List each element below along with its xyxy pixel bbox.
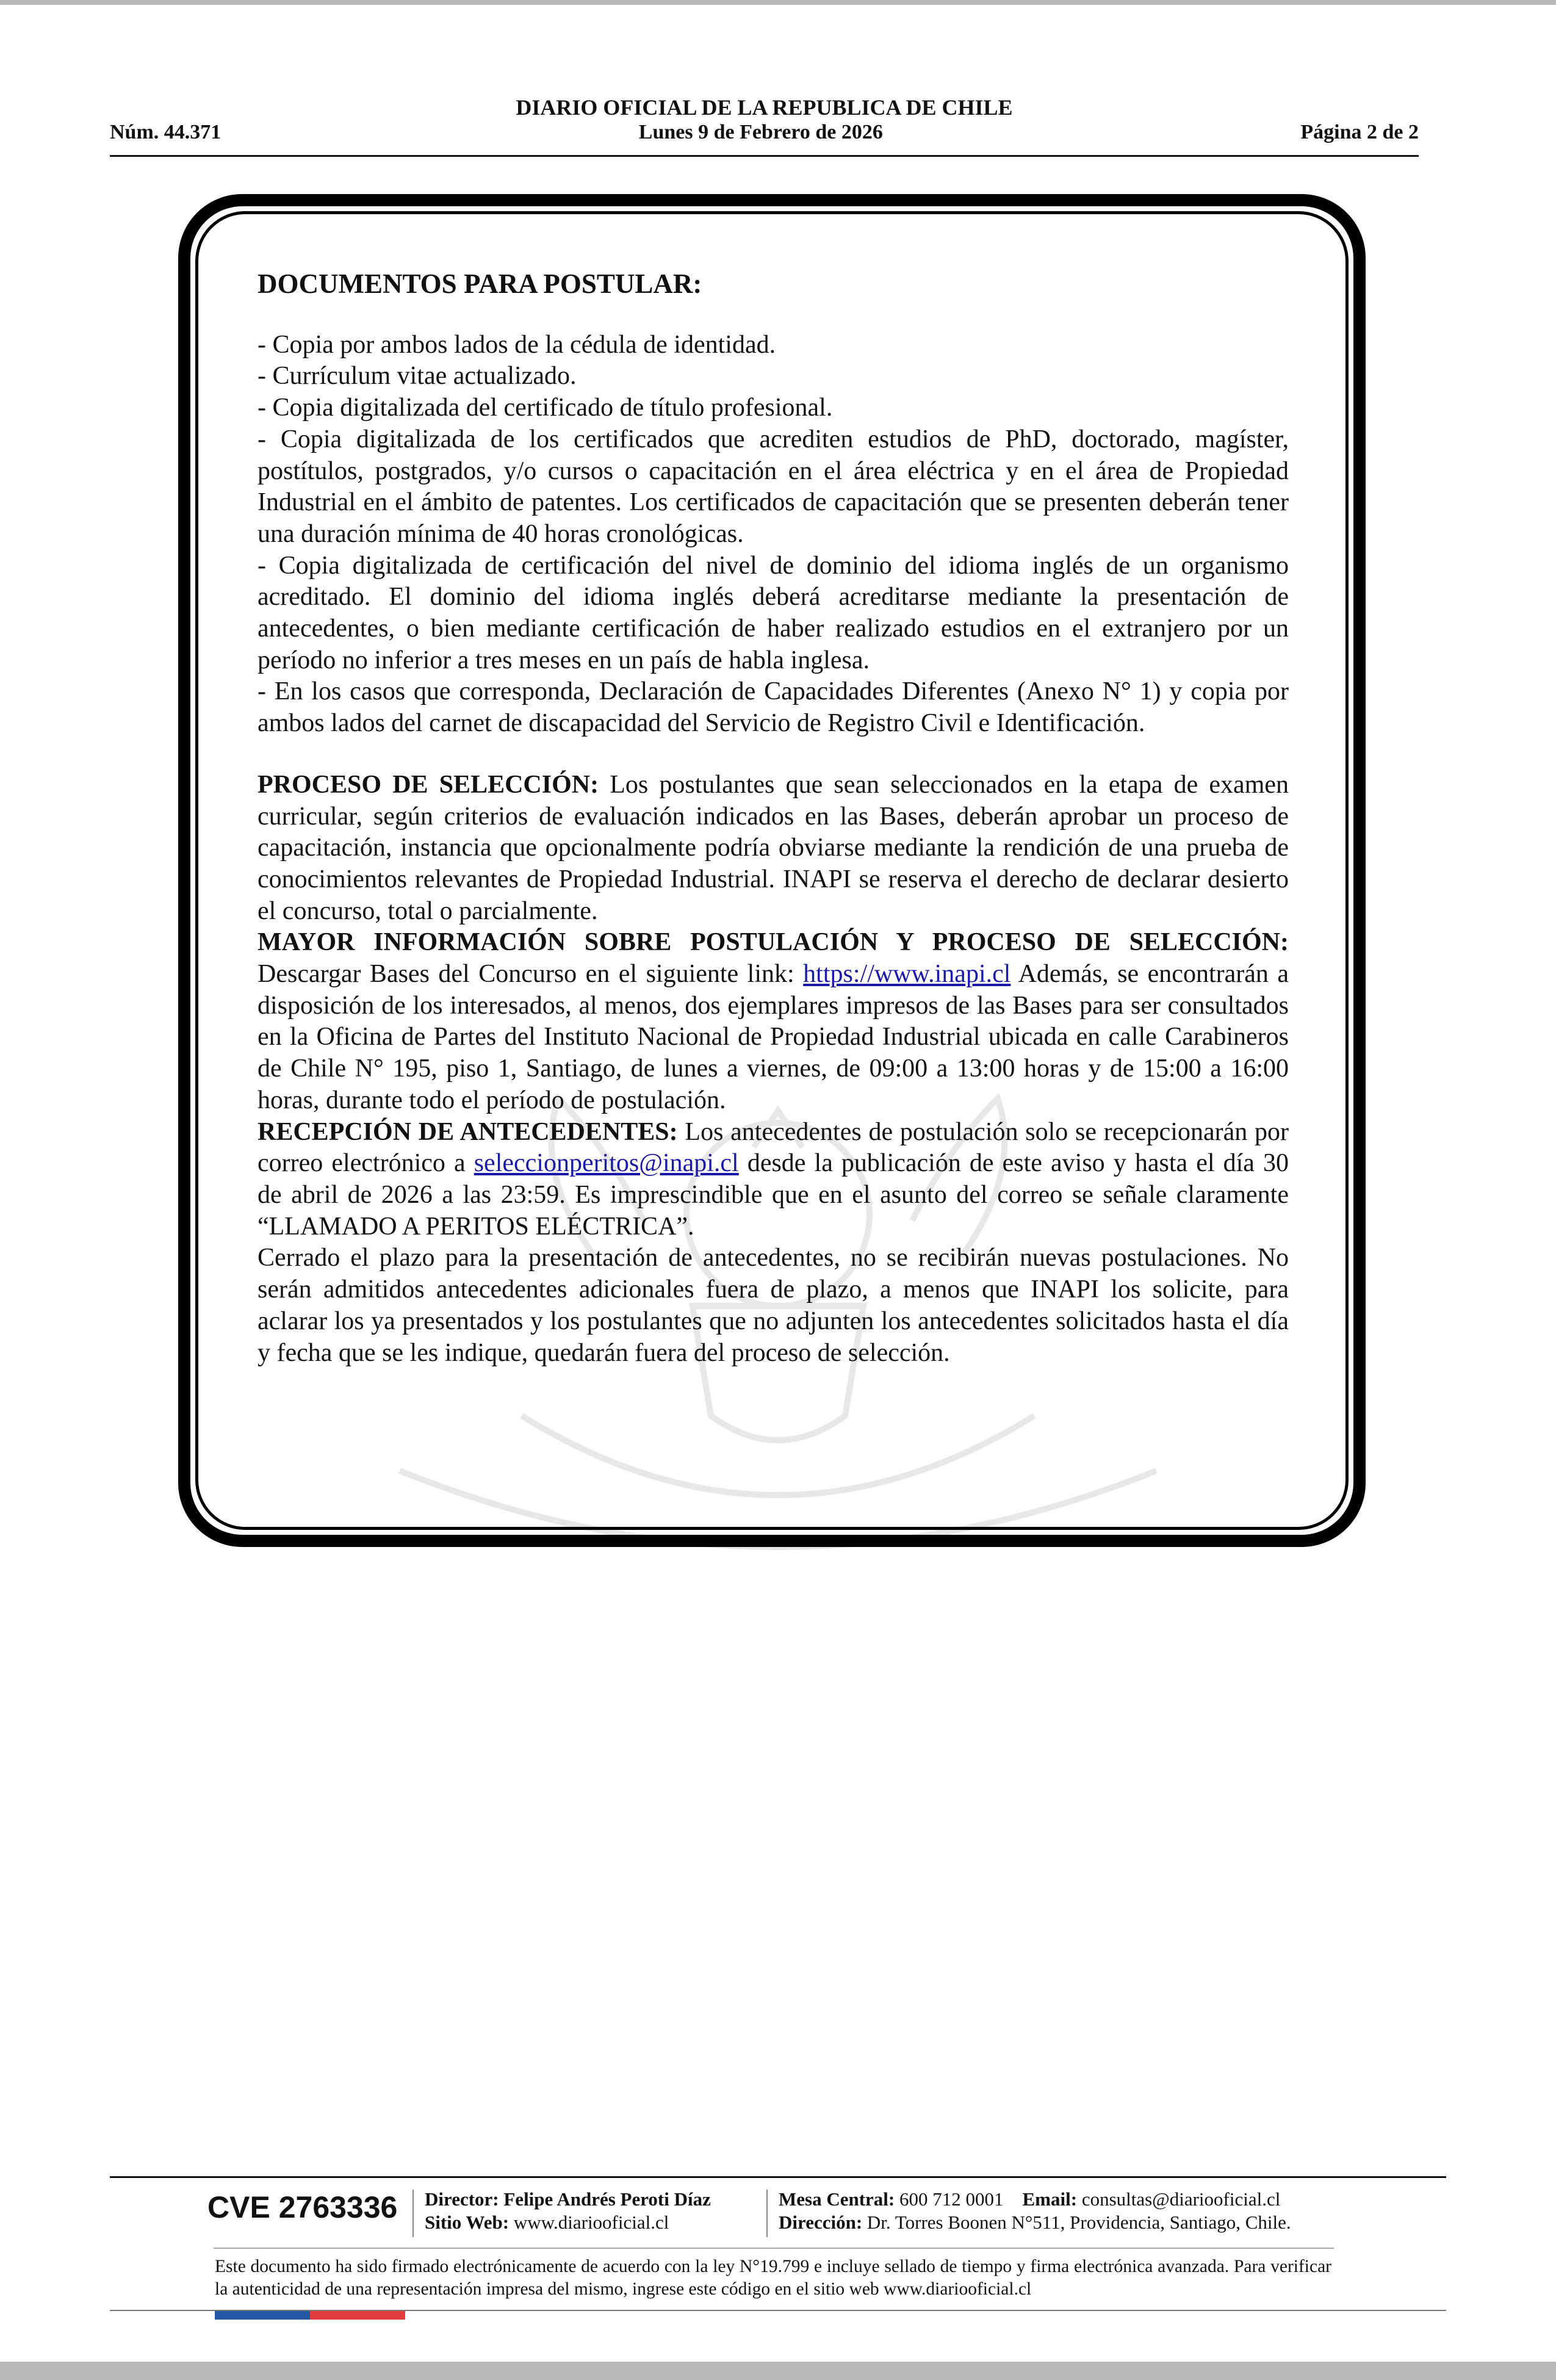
recepcion-text: Los antecedentes de postulación solo se recepcionarán por correo electrónico a bbox=[258, 1117, 1289, 1178]
seleccion-text: Los postulantes que sean seleccionados en la etapa de examen curricular, según criterios de evaluación indicados en las Bases, deberán aprobar un proceso de capacitación, instancia que opcionalmente podría obviarse mediante la rendición de una prueba de conocimientos relevantes de Propiedad Industrial. INAPI se reserva el derecho de declarar desierto el concurso, total o parcialmente. bbox=[258, 770, 1289, 925]
footer-director-block bbox=[425, 2188, 711, 2234]
director-value: Felipe Andrés Peroti Díaz bbox=[503, 2188, 711, 2210]
address-line bbox=[779, 2211, 1291, 2234]
documents-heading: DOCUMENTOS PARA POSTULAR: bbox=[258, 269, 702, 299]
footer-rule-top bbox=[110, 2176, 1446, 2178]
info-paragraph bbox=[258, 927, 1289, 1116]
cierre-paragraph: Cerrado el plazo para la presentación de antecedentes, no se recibirán nuevas postulaciones. No serán admitidos antecedentes adicionales fuera de plazo, a menos que INAPI los solicite, para aclarar los ya presentados y los postulantes que no adjunten los antecedentes solicitados hasta el día y fecha que se les indique, quedarán fuera del proceso de selección. bbox=[258, 1244, 1289, 1367]
direccion-value: Dr. Torres Boonen N°511, Providencia, Santiago, Chile. bbox=[866, 2212, 1291, 2233]
footer-contact-block bbox=[779, 2188, 1291, 2234]
bottom-band bbox=[0, 2362, 1556, 2380]
signature-note: Este documento ha sido firmado electrónicamente de acuerdo con la ley N°19.799 e incluye sellado de tiempo y firma electrónica avanzada. Para verificar la autenticidad de una representación impresa del mismo, ingrese este código en el sitio web www.diariooficial.cl bbox=[215, 2257, 1331, 2299]
footer-note-separator bbox=[214, 2248, 1334, 2249]
document-item: - Copia por ambos lados de la cédula de identidad. bbox=[258, 330, 776, 359]
footer-separator bbox=[766, 2190, 768, 2237]
document-item: - Copia digitalizada de los certificados que acrediten estudios de PhD, doctorado, magíster, postítulos, postgrados, y/o cursos o capacitación en el área eléctrica y en el área de Propiedad Industrial en el ámbito de patentes. Los certificados de capacitación que se presenten deberán tener una duración mínima de 40 horas cronológicas. bbox=[258, 425, 1289, 548]
document-item: - Copia digitalizada del certificado de título profesional. bbox=[258, 394, 833, 422]
info-text-continued: Además, se encontrarán a disposición de los interesados, al menos, dos ejemplares impresos de las Bases para ser consultados en la Oficina de Partes del Instituto Nacional de Propiedad Industrial ubicada en calle Carabineros de Chile N° 195, piso 1, Santiago, de lunes a viernes, de 09:00 a 13:00 horas y de 15:00 a 16:00 horas, durante todo el período de postulación. bbox=[258, 960, 1289, 1114]
email-label: Email: bbox=[1022, 2188, 1078, 2210]
issue-date: Lunes 9 de Febrero de 2026 bbox=[638, 121, 883, 143]
director-label: Director: bbox=[425, 2188, 499, 2210]
site-line bbox=[425, 2211, 711, 2234]
seleccion-label: PROCESO DE SELECCIÓN: bbox=[258, 770, 599, 799]
notice-content bbox=[258, 269, 1289, 1369]
flag-stripe-red bbox=[310, 2311, 405, 2320]
flag-stripe-blue bbox=[215, 2311, 310, 2320]
contact-line bbox=[779, 2188, 1291, 2211]
email-value: consultas@diariooficial.cl bbox=[1081, 2188, 1281, 2210]
footer-separator bbox=[412, 2190, 414, 2237]
info-label: MAYOR INFORMACIÓN SOBRE POSTULACIÓN Y PROCESO DE SELECCIÓN: bbox=[258, 928, 1289, 957]
paragraph-gap bbox=[258, 740, 1289, 770]
inapi-link[interactable]: https://www.inapi.cl bbox=[803, 960, 1011, 989]
recepcion-text-continued: desde la publicación de este aviso y hasta el día 30 de abril de 2026 a las 23:59. Es imprescindible que en el asunto del correo se señale claramente “LLAMADO A PERITOS ELÉCTRICA”. bbox=[258, 1149, 1289, 1241]
newspaper-title: DIARIO OFICIAL DE LA REPUBLICA DE CHILE bbox=[516, 95, 1013, 120]
header-row bbox=[110, 121, 1419, 144]
mesa-label: Mesa Central: bbox=[779, 2188, 895, 2210]
direccion-label: Dirección: bbox=[779, 2212, 863, 2233]
site-label: Sitio Web: bbox=[425, 2212, 510, 2233]
document-item: - Currículum vitae actualizado. bbox=[258, 362, 577, 391]
mesa-value: 600 712 0001 bbox=[899, 2188, 1004, 2210]
director-line bbox=[425, 2188, 711, 2211]
recepcion-label: RECEPCIÓN DE ANTECEDENTES: bbox=[258, 1117, 678, 1146]
document-item: - En los casos que corresponda, Declaración de Capacidades Diferentes (Anexo N° 1) y copia por ambos lados del carnet de discapacidad del Servicio de Registro Civil e Identificación. bbox=[258, 677, 1289, 738]
page-indicator: Página 2 de 2 bbox=[1300, 121, 1419, 143]
recepcion-email-link[interactable]: seleccionperitos@inapi.cl bbox=[474, 1149, 739, 1178]
site-value: www.diariooficial.cl bbox=[513, 2212, 669, 2233]
issue-number: Núm. 44.371 bbox=[110, 121, 222, 143]
info-text: Descargar Bases del Concurso en el siguiente link: bbox=[258, 960, 804, 989]
document-item: - Copia digitalizada de certificación del nivel de dominio del idioma inglés de un organismo acreditado. El dominio del idioma inglés deberá acreditarse mediante la presentación de antecedentes, o bien mediante certificación de haber realizado estudios en el extranjero por un período no inferior a tres meses en un país de habla inglesa. bbox=[258, 551, 1289, 674]
header-rule bbox=[110, 155, 1419, 157]
cve-code: CVE 2763336 bbox=[207, 2190, 398, 2224]
recepcion-paragraph bbox=[258, 1117, 1289, 1243]
seleccion-paragraph bbox=[258, 770, 1289, 928]
top-band bbox=[0, 0, 1556, 5]
